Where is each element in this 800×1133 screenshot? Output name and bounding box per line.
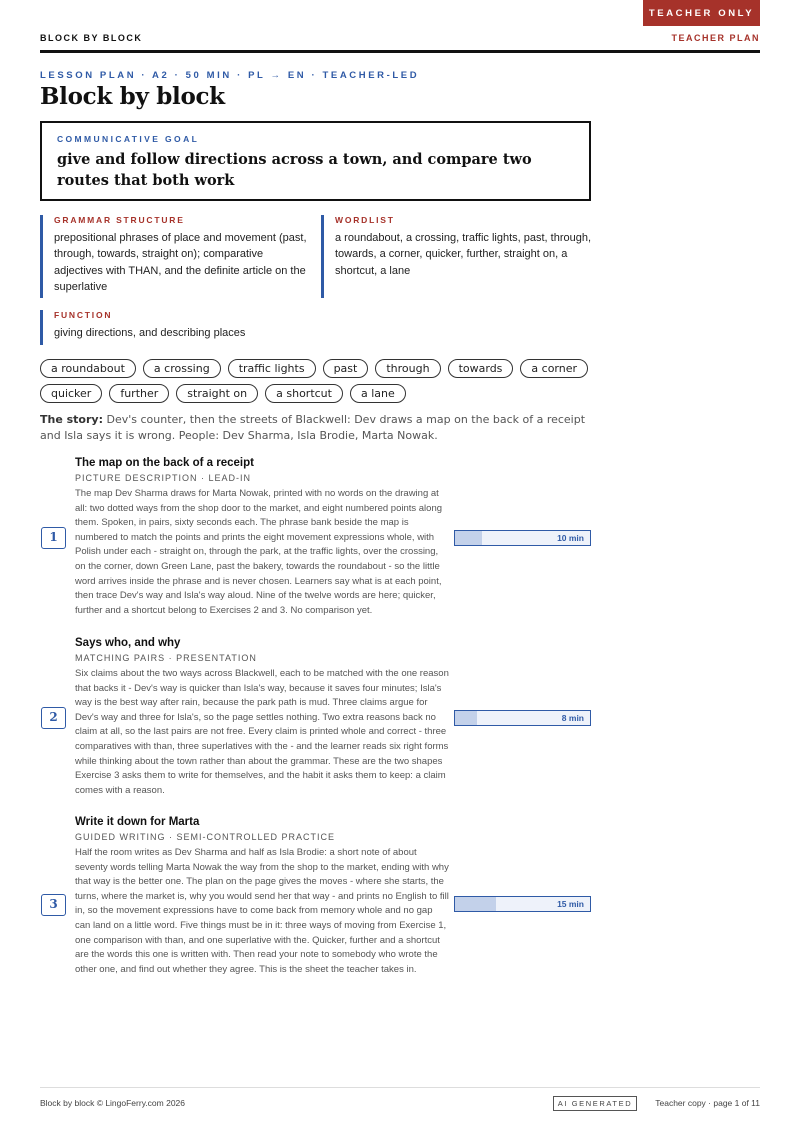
page-title: Block by block — [40, 83, 225, 110]
communicative-goal-box — [40, 121, 591, 201]
exercise-body: Half the room writes as Dev Sharma and half as Isla Brodie: a short note of about seventy words telling Marta Nowak the way from the shop to the market, ending with why that way is the better one. The plan on the page gives the moves - where she starts, the turns, where the market is, why you would send her that way - and prints no English to fill in, so the movement expressions have to come back from memory whole and no gap can land on a little word. Five things must be in it: three ways of moving from Exercise 1, one comparison with than, and one superlative with the. Quicker, further and a shortcut are the words this one is written with. Then read your note to somebody who wrote the other one, and find out whether they agree. This is the sheet the teacher takes in. — [75, 847, 449, 975]
ai-generated-badge: AI GENERATED — [553, 1096, 637, 1111]
teacher-plan-label: TEACHER PLAN — [671, 33, 760, 43]
word-chip: through — [375, 359, 440, 378]
chip-row-1 — [40, 359, 588, 378]
brand-name: BLOCK BY BLOCK — [40, 33, 143, 43]
story-label: The story: — [40, 413, 103, 426]
function-panel — [40, 310, 340, 345]
word-chip: towards — [448, 359, 514, 378]
function-text: giving directions, and describing places — [54, 327, 246, 339]
word-chip: a roundabout — [40, 359, 136, 378]
wordlist-label: WORDLIST — [335, 215, 395, 225]
teacher-only-badge: TEACHER ONLY — [643, 0, 760, 26]
word-chip: quicker — [40, 384, 102, 403]
grammar-text: prepositional phrases of place and movement (past, through, towards, straight on); comparative adjectives with THAN, and the definite article on the superlative — [54, 232, 307, 293]
time-bar-fill — [455, 711, 477, 725]
top-bar — [40, 33, 760, 53]
lesson-meta: LESSON PLAN · A2 · 50 MIN · PL → EN · TEACHER-LED — [40, 70, 420, 81]
exercise-title: Write it down for Marta — [75, 816, 200, 828]
word-chip: past — [323, 359, 369, 378]
exercise-section-2 — [75, 637, 450, 798]
word-chip: a crossing — [143, 359, 221, 378]
copyright-text: Block by block © LingoFerry.com 2026 — [40, 1098, 186, 1108]
word-chip: a lane — [350, 384, 406, 403]
goal-label: COMMUNICATIVE GOAL — [57, 134, 200, 144]
time-bar-fill — [455, 531, 482, 545]
page-footer — [40, 1087, 760, 1117]
word-chip: a shortcut — [265, 384, 343, 403]
time-bar — [454, 896, 591, 912]
exercise-title: Says who, and why — [75, 637, 181, 649]
goal-text: give and follow directions across a town, and compare two routes that both work — [57, 151, 532, 189]
exercise-section-3 — [75, 816, 450, 977]
word-chip: a corner — [520, 359, 588, 378]
time-label: 15 min — [557, 899, 584, 909]
word-chip: straight on — [176, 384, 258, 403]
exercise-subtitle: MATCHING PAIRS · PRESENTATION — [75, 653, 257, 663]
exercise-number-badge: 2 — [41, 707, 66, 729]
time-bar — [454, 530, 591, 546]
story-summary — [40, 412, 600, 444]
wordlist-text: a roundabout, a crossing, traffic lights, past, through, towards, a corner, quicker, further, straight on, a shortcut, a lane — [335, 232, 592, 277]
time-label: 8 min — [561, 713, 584, 723]
word-chip: traffic lights — [228, 359, 316, 378]
exercise-number-badge: 3 — [41, 894, 66, 916]
function-label: FUNCTION — [54, 310, 113, 320]
exercise-number-badge: 1 — [41, 527, 66, 549]
time-bar — [454, 710, 591, 726]
exercise-section-1 — [75, 457, 450, 618]
word-chip: further — [109, 384, 169, 403]
exercise-body: The map Dev Sharma draws for Marta Nowak, printed with no words on the drawing at all: two dotted ways from the shop door to the market, and eight numbered points along them. Spoken, in pairs, sixty seconds each. The phrase bank beside the map is numbered to match the points and prints the eight movement expressions whole, with Polish under each - straight on, through the park, at the traffic lights, over the crossing, on the corner, down Green Lane, past the bakery, towards the roundabout - so the little word arrives inside the phrase and is never chosen. Learners say what is at each point, then trace Dev's way and Isla's way aloud. Nine of the twelve words are here; quicker, further and a shortcut belong to Exercises 2 and 3. No comparison yet. — [75, 488, 443, 616]
story-text: Dev's counter, then the streets of Blackwell: Dev draws a map on the back of a receipt and Isla says it is wrong. People: Dev Sharma, Isla Brodie, Marta Nowak. — [40, 413, 586, 442]
exercise-subtitle: GUIDED WRITING · SEMI-CONTROLLED PRACTICE — [75, 832, 336, 842]
exercise-body: Six claims about the two ways across Blackwell, each to be matched with the one reason that backs it - Dev's way is quicker than Isla's way, because it saves four minutes; Isla's way is the best way after rain, because the park path is mud. Three claims argue for Dev's way and three for Isla's, so the page settles nothing. Two extra reasons back no claim at all, so the last pairs are not free. Every claim is printed whole and correct - three comparatives with than, three superlatives with the - and the learner reads six right forms while thinking about the town rather than about the grammar. These are the two shapes Exercise 3 asks them to write for themselves, and the habit it asks them to keep: a claim comes with a reason. — [75, 668, 449, 796]
wordlist-panel — [321, 215, 596, 298]
grammar-label: GRAMMAR STRUCTURE — [54, 215, 185, 225]
chip-row-2 — [40, 384, 406, 403]
exercise-title: The map on the back of a receipt — [75, 457, 254, 469]
grammar-structure-panel — [40, 215, 308, 298]
page-info: Teacher copy · page 1 of 11 — [655, 1098, 760, 1108]
time-bar-fill — [455, 897, 496, 911]
time-label: 10 min — [557, 533, 584, 543]
exercise-subtitle: PICTURE DESCRIPTION · LEAD-IN — [75, 473, 252, 483]
